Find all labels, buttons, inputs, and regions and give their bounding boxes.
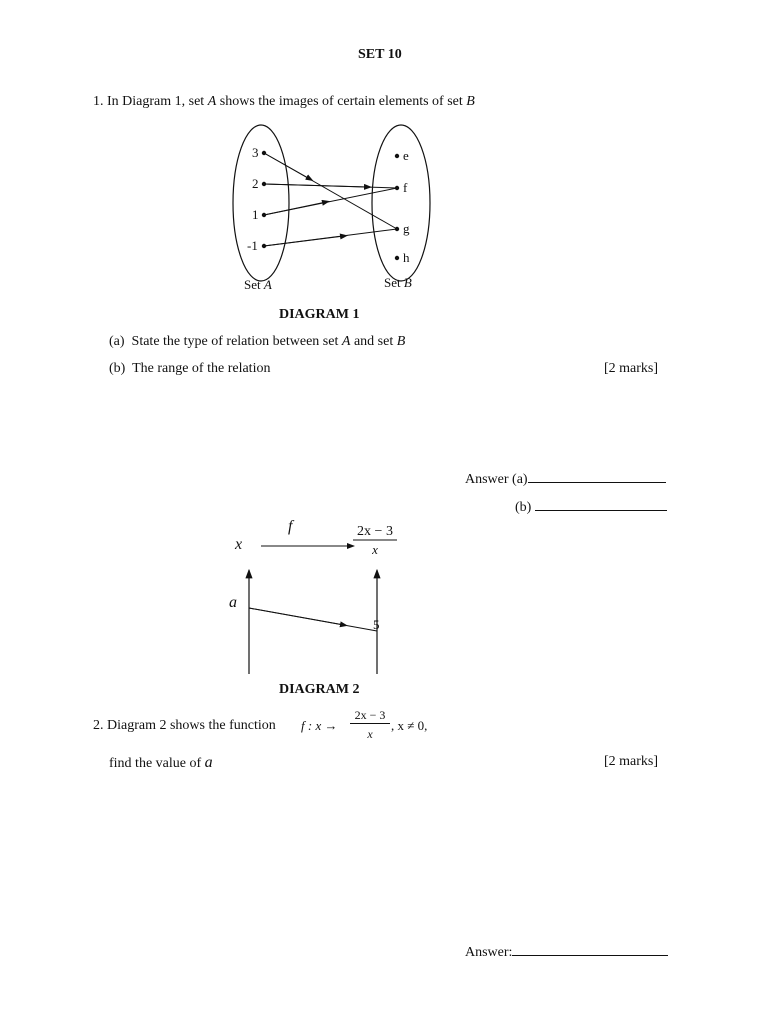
domain-element-neg1: -1 bbox=[247, 238, 258, 253]
answer-b-label: (b) bbox=[515, 500, 532, 515]
answer-2-label: Answer: bbox=[465, 945, 513, 960]
question-2-function-numerator: 2x − 3 bbox=[354, 708, 386, 722]
domain-element-1: 1 bbox=[252, 207, 259, 222]
diagram-2-caption: DIAGRAM 2 bbox=[279, 682, 360, 697]
part-b-label: (b) bbox=[109, 361, 126, 376]
diagram-2-numerator: 2x − 3 bbox=[357, 524, 393, 539]
question-2-number: 2. bbox=[93, 718, 104, 733]
question-2-marks: [2 marks] bbox=[604, 754, 659, 769]
codomain-element-h: h bbox=[403, 250, 410, 265]
answer-a-label: Answer (a) bbox=[465, 472, 528, 487]
codomain-element-g: g bbox=[403, 221, 410, 236]
answer-2-field[interactable] bbox=[512, 941, 668, 956]
question-2-function-suffix: , x ≠ 0, bbox=[391, 718, 428, 733]
part-a-var-b: B bbox=[396, 334, 406, 349]
question-1-text-mid: shows the images of certain elements of set bbox=[219, 94, 463, 109]
question-1-text-pre: In Diagram 1, set bbox=[107, 94, 205, 109]
question-1-set-a: A bbox=[207, 94, 217, 109]
diagram-2-denominator: x bbox=[372, 542, 378, 557]
question-1-marks: [2 marks] bbox=[604, 361, 659, 376]
part-a-var-a: A bbox=[341, 334, 351, 349]
part-a-label: (a) bbox=[109, 334, 125, 349]
diagram-2-five-label: 5 bbox=[373, 617, 380, 632]
diagram-2-x-label: x bbox=[235, 536, 243, 553]
diagram-2-f-label: f bbox=[288, 518, 293, 535]
question-2-find-var: a bbox=[204, 754, 213, 771]
diagram-1-caption: DIAGRAM 1 bbox=[279, 307, 360, 322]
diagram-2-a-label: a bbox=[229, 594, 237, 611]
set-b-label: Set B bbox=[384, 275, 412, 290]
page-title: SET 10 bbox=[358, 47, 402, 62]
question-2-fraction-bar bbox=[350, 723, 390, 724]
codomain-element-f: f bbox=[403, 180, 408, 195]
part-b-text: The range of the relation bbox=[132, 361, 271, 376]
question-2-text: Diagram 2 shows the function bbox=[107, 718, 276, 733]
question-2-function-denominator: x bbox=[367, 727, 373, 741]
question-2-stem bbox=[93, 718, 276, 734]
set-a-label: Set A bbox=[244, 277, 272, 292]
question-2-function-prefix: f : x → bbox=[301, 718, 338, 733]
answer-2-row bbox=[465, 941, 668, 961]
question-1-set-b: B bbox=[466, 94, 475, 109]
question-2-find-text: find the value of bbox=[109, 756, 202, 771]
question-1-number: 1. bbox=[93, 94, 104, 109]
domain-element-3: 3 bbox=[252, 145, 259, 160]
part-a-text-mid: and set bbox=[353, 334, 394, 349]
part-a-text-pre: State the type of relation between set bbox=[131, 334, 339, 349]
codomain-element-e: e bbox=[403, 148, 409, 163]
question-2-find bbox=[109, 754, 213, 772]
domain-element-2: 2 bbox=[252, 176, 259, 191]
